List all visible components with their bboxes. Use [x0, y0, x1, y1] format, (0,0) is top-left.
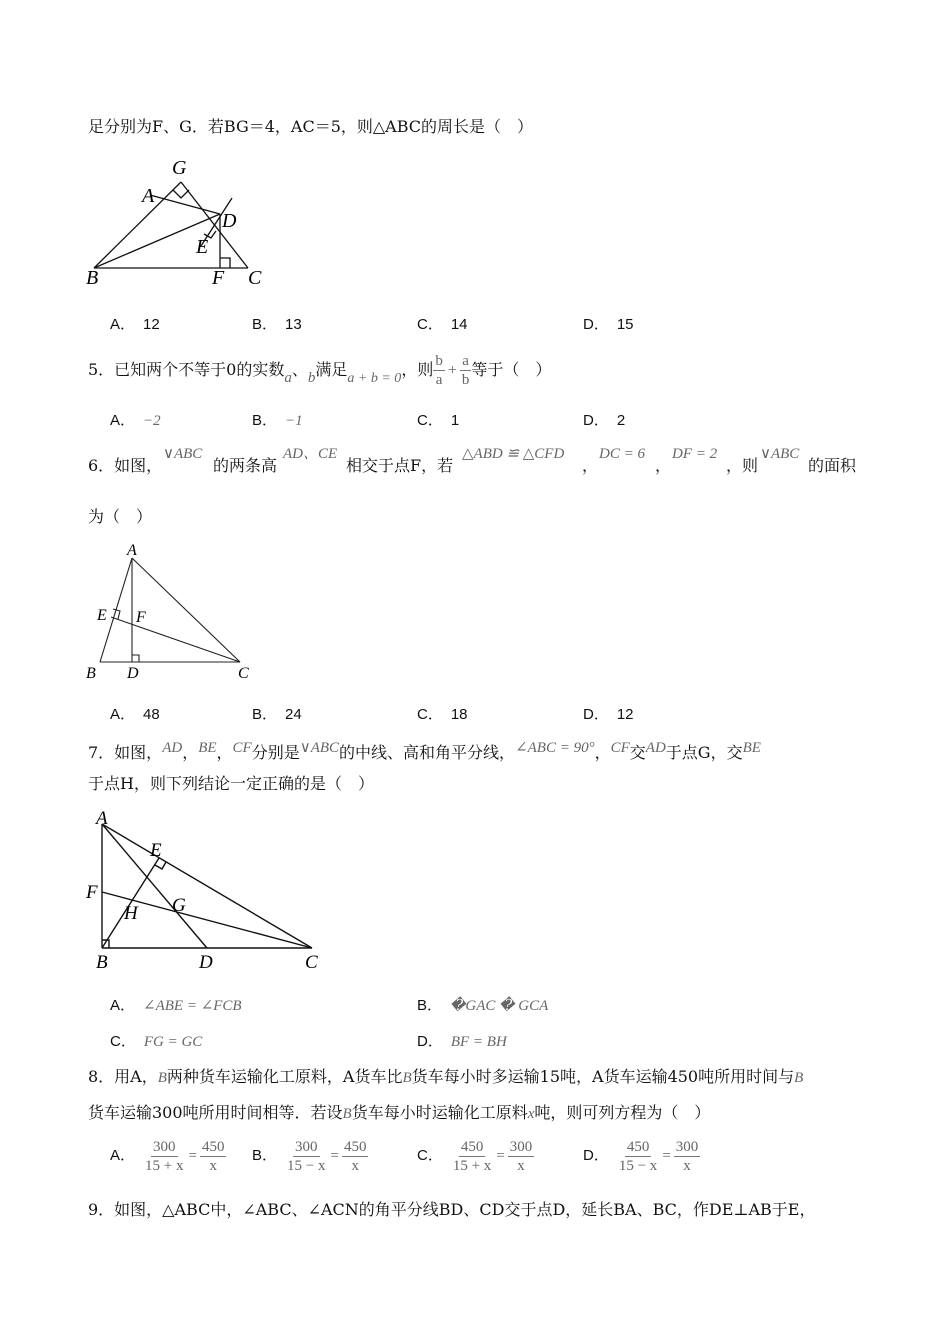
- q6-df: DF = 2: [672, 446, 718, 462]
- q5-option-b[interactable]: B． −1: [252, 412, 303, 429]
- q7-option-d[interactable]: D． BF = BH: [417, 1033, 507, 1050]
- q7-line2: 于点H，则下列结论一定正确的是（ ）: [88, 774, 374, 793]
- q4-label-d: D: [222, 210, 237, 232]
- q6-prefix: 6．如图，: [88, 456, 163, 475]
- q4-label-c: C: [248, 267, 262, 289]
- q6-label-d: D: [127, 665, 139, 682]
- q8-option-c[interactable]: C． $\frac{450}{15 + x}$ = $\frac{300}{x}$: [417, 1139, 533, 1174]
- q4-figure: [80, 150, 280, 290]
- q4-label-e: E: [196, 236, 209, 258]
- q5-option-d[interactable]: D． 2: [583, 412, 626, 429]
- q6-label-f: F: [136, 609, 146, 626]
- q7-label-d: D: [199, 952, 213, 973]
- q7-option-a[interactable]: A． ∠ABE = ∠FCB: [110, 997, 242, 1014]
- q6-line2: 为（ ）: [88, 507, 153, 526]
- q5-option-c[interactable]: C． 1: [417, 412, 460, 429]
- q7-label-b: B: [96, 952, 108, 973]
- q6-t1: 的两条高: [213, 456, 278, 475]
- q7-label-f: F: [86, 882, 98, 903]
- q4-label-a: A: [142, 185, 155, 207]
- q7-option-b[interactable]: B． �GAC � GCA: [417, 997, 549, 1014]
- q4-label-f: F: [212, 267, 225, 289]
- q6-tri2: ∨ABC: [760, 446, 800, 462]
- q7-label-e: E: [150, 840, 162, 861]
- q4-option-b[interactable]: B． 13: [252, 316, 302, 333]
- q7-label-a: A: [96, 808, 108, 829]
- q8-option-a[interactable]: A． $\frac{300}{15 + x}$ = $\frac{450}{x}$: [110, 1139, 225, 1174]
- q6-option-a[interactable]: A． 48: [110, 706, 160, 723]
- q6-label-a: A: [127, 542, 137, 559]
- q6-option-c[interactable]: C． 18: [417, 706, 468, 723]
- q4-stem-tail: 足分别为F、G．若BG＝4，AC＝5，则△ABC的周长是（ ）: [88, 117, 534, 136]
- q7-stem: 7．如图，AD，BE，CF分别是∨ABC的中线、高和角平分线，∠ABC = 90°，CF交AD于点G，交BE: [88, 740, 761, 762]
- q9-stem: 9．如图，△ABC中，∠ABC、∠ACN的角平分线BD、CD交于点D，延长BA、BC，作DE⊥AB于E，: [88, 1200, 816, 1219]
- q6-alts: AD、CE: [283, 446, 338, 462]
- q5-option-a[interactable]: A． −2: [110, 412, 161, 429]
- q8-line2: 货车运输300吨所用时间相等．若设B货车每小时运输化工原料x吨，则可列方程为（ ）: [88, 1103, 711, 1122]
- q6-figure: [80, 538, 260, 686]
- q4-label-g: G: [172, 157, 187, 179]
- q4-option-d[interactable]: D． 15: [583, 316, 634, 333]
- q4-option-c[interactable]: C． 14: [417, 316, 468, 333]
- q6-t4: 的面积: [808, 456, 857, 475]
- q6-option-b[interactable]: B． 24: [252, 706, 302, 723]
- q8-line1: 8．用A，B两种货车运输化工原料，A货车比B货车每小时多运输15吨，A货车运输450吨所用时间与B: [88, 1067, 804, 1086]
- q4-option-a[interactable]: A． 12: [110, 316, 160, 333]
- q7-figure: [80, 806, 330, 976]
- q7-option-c[interactable]: C． FG = GC: [110, 1033, 203, 1050]
- q4-label-b: B: [86, 267, 99, 289]
- q6-dc: DC = 6: [599, 446, 645, 462]
- q6-label-b: B: [86, 665, 96, 682]
- q6-option-d[interactable]: D． 12: [583, 706, 634, 723]
- q6-t2: 相交于点F，若: [346, 456, 454, 475]
- q6-tri: ∨ABC: [163, 446, 203, 462]
- q6-label-e: E: [97, 607, 107, 624]
- q8-option-b[interactable]: B． $\frac{300}{15 - x}$ = $\frac{450}{x}$: [252, 1139, 367, 1174]
- q6-label-c: C: [238, 665, 249, 682]
- q6-comma2: ，: [655, 456, 672, 475]
- q7-label-g: G: [172, 895, 186, 916]
- q6-t3: ，则: [726, 456, 759, 475]
- q6-comma1: ，: [582, 456, 599, 475]
- q8-option-d[interactable]: D． $\frac{450}{15 - x}$ = $\frac{300}{x}$: [583, 1139, 699, 1174]
- q5-stem: 5．已知两个不等于0的实数a、b满足a + b = 0，则 $\frac{b}{a}$ + $\frac{a}{b}$ 等于（ ）: [88, 353, 552, 388]
- q6-congruence: △ABD ≌ △CFD: [462, 446, 565, 462]
- q7-label-c: C: [305, 952, 318, 973]
- q7-label-h: H: [124, 903, 138, 924]
